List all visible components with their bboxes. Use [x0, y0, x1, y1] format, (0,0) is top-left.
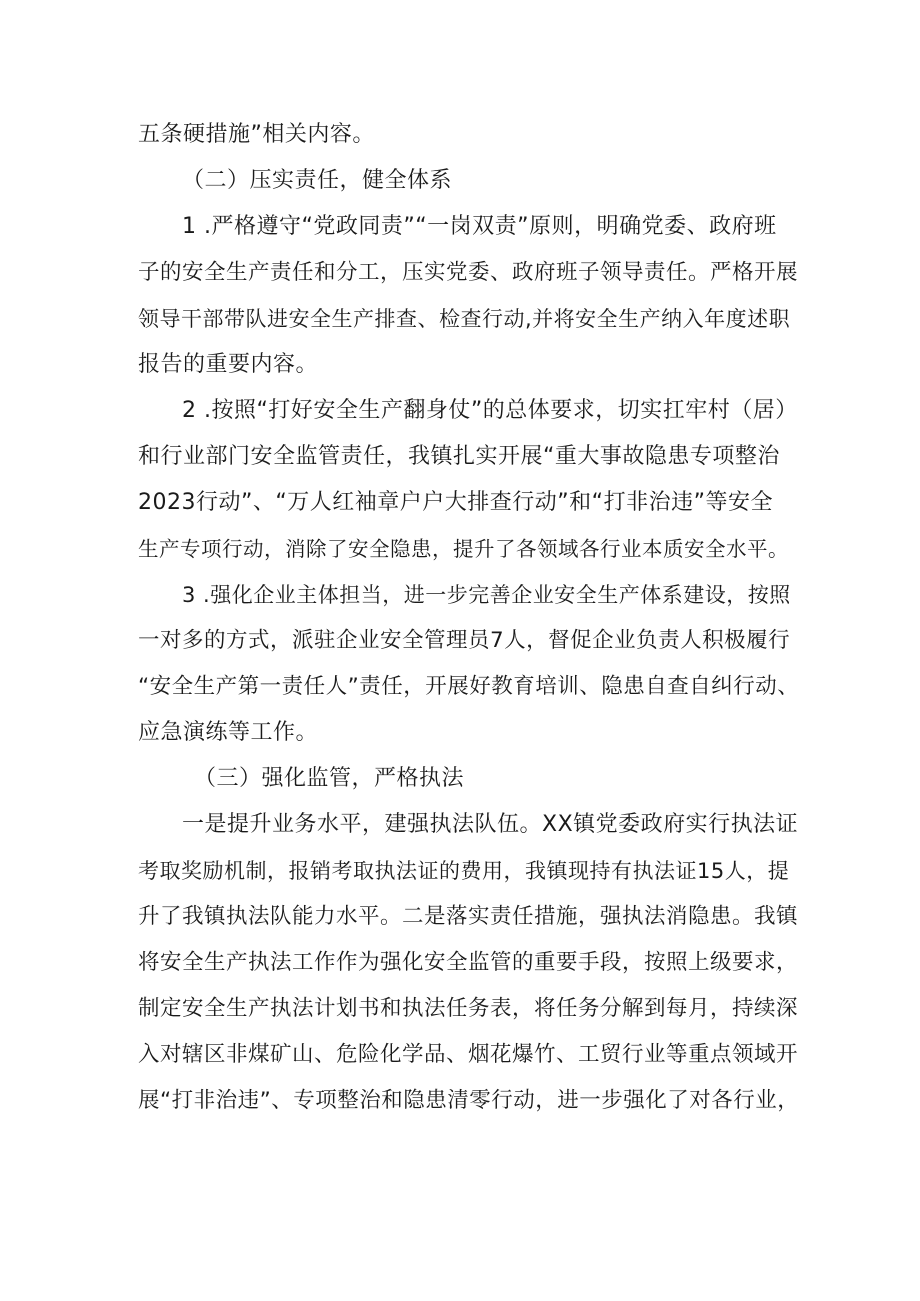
text-line: 应急演练等工作。: [138, 720, 319, 745]
text-line: 将安全生产执法工作作为强化安全监管的重要手段，按照上级要求，: [138, 950, 799, 975]
section-heading-three: （三）强化监管，严格执法: [194, 766, 465, 791]
text-line: 和行业部门安全监管责任，我镇扎实开展“重大事故隐患专项整治: [138, 444, 780, 469]
text-line: 考取奖励机制，报销考取执法证的费用，我镇现持有执法证15人，提: [138, 859, 790, 883]
section-heading-two: （二）压实责任，健全体系: [182, 168, 453, 193]
text-line: 子的安全生产责任和分工，压实党委、政府班子领导责任。严格开展: [138, 260, 799, 285]
text-line: 升了我镇执法队能力水平。二是落实责任措施，强执法消隐患。我镇: [138, 904, 799, 929]
text-line: 展“打非治违”、专项整治和隐患清零行动，进一步强化了对各行业，: [138, 1088, 800, 1113]
text-line: 入对辖区非煤矿山、危险化学品、烟花爆竹、工贸行业等重点领域开: [138, 1042, 799, 1067]
text-line: 2023行动”、“万人红袖章户户大排查行动”和“打非治违”等安全: [138, 490, 773, 515]
text-line: 领导干部带队进安全生产排查、检查行动,并将安全生产纳入年度述职: [138, 307, 791, 331]
text-line: 一对多的方式，派驻企业安全管理员7人，督促企业负责人积极履行: [138, 628, 791, 653]
text-line: 2 .按照“打好安全生产翻身仗”的总体要求，切实扛牢村（居）: [182, 398, 798, 423]
text-line: 3 .强化企业主体担当，进一步完善企业安全生产体系建设，按照: [182, 583, 791, 607]
text-line: 1 .严格遵守“党政同责”“一岗双责”原则，明确党委、政府班: [182, 214, 777, 239]
text-line: “安全生产第一责任人”责任，开展好教育培训、隐患自查自纠行动、: [138, 674, 800, 699]
text-line-continuation: 五条硬措施”相关内容。: [138, 122, 375, 147]
text-line: 生产专项行动，消除了安全隐患，提升了各领域各行业本质安全水平。: [138, 537, 789, 561]
text-line: 制定安全生产执法计划书和执法任务表，将任务分解到每月，持续深: [138, 996, 799, 1021]
text-line: 一是提升业务水平，建强执法队伍。XX镇党委政府实行执法证: [182, 812, 799, 837]
text-line: 报告的重要内容。: [138, 352, 319, 377]
